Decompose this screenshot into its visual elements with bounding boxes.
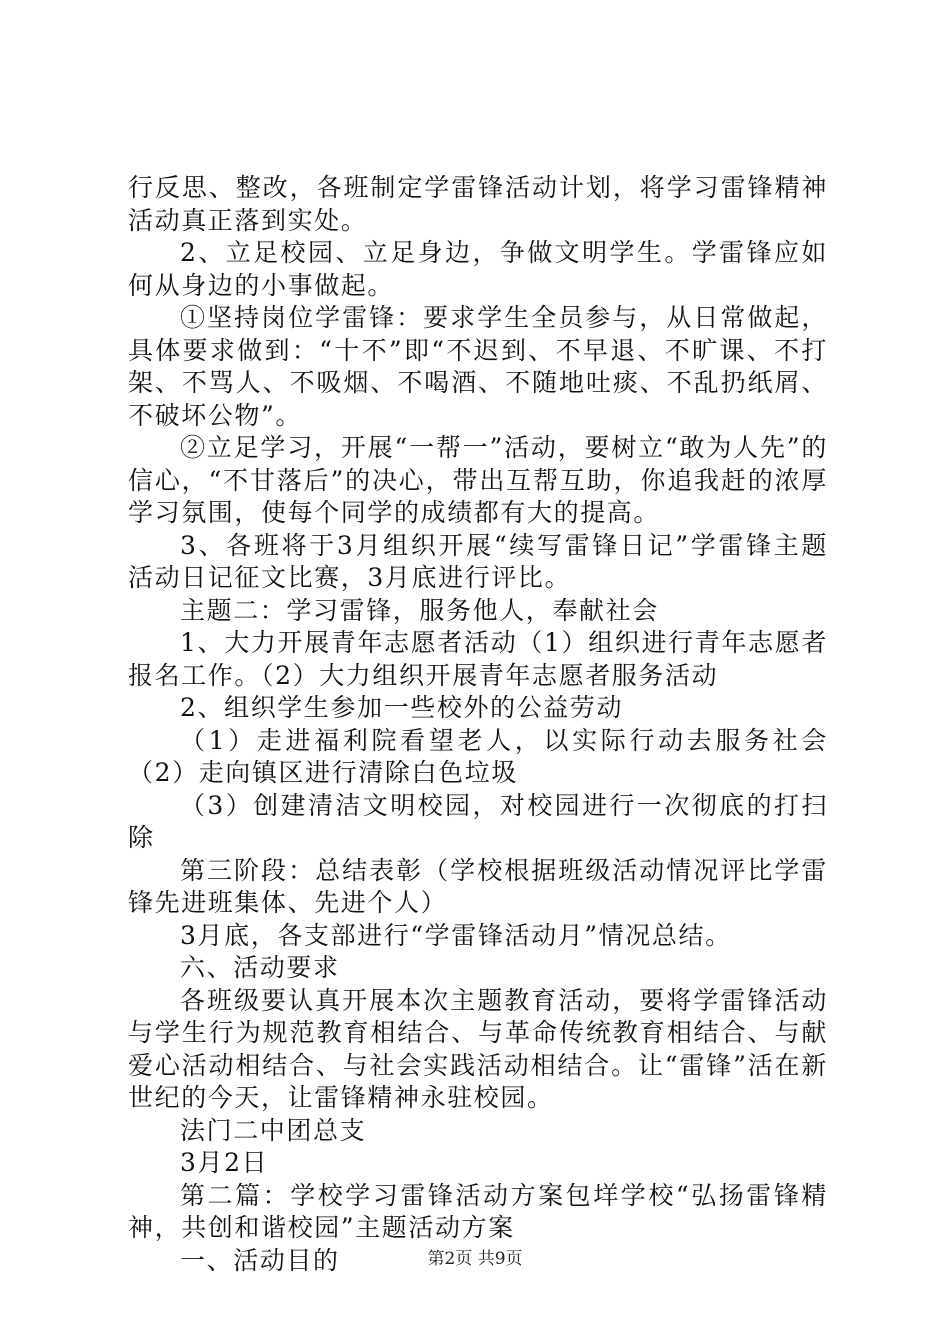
paragraph-item-circle-2: ②立足学习，开展“一帮一”活动，要树立“敢为人先”的信心，“不甘落后”的决心，带出互帮互助，你追我赶的浓厚学习氛围，使每个同学的成绩都有大的提高。 — [128, 433, 828, 527]
paragraph-item-3: 3、各班将于3月组织开展“续写雷锋日记”学雷锋主题活动日记征文比赛，3月底进行评比。 — [128, 530, 828, 592]
paragraph-stage-three: 第三阶段：总结表彰（学校根据班级活动情况评比学雷锋先进班集体、先进个人） — [128, 855, 828, 917]
document-body — [128, 172, 828, 1277]
paragraph-volunteer: 1、大力开展青年志愿者活动（1）组织进行青年志愿者报名工作。（2）大力组织开展青年志愿者服务活动 — [128, 628, 828, 690]
paragraph-public-labor: 2、组织学生参加一些校外的公益劳动 — [180, 693, 624, 722]
paragraph-clean-campus: （3）创建清洁文明校园，对校园进行一次彻底的打扫除 — [128, 790, 828, 852]
paragraph-continuation: 行反思、整改，各班制定学雷锋活动计划，将学习雷锋精神活动真正落到实处。 — [128, 173, 828, 235]
section-heading-purpose: 一、活动目的 — [180, 1245, 340, 1275]
paragraph-item-circle-1: ①坚持岗位学雷锋：要求学生全员参与，从日常做起，具体要求做到：“十不”即“不迟到、不早退、不旷课、不打架、不骂人、不吸烟、不喝酒、不随地吐痰、不乱扔纸屑、不破坏公物”。 — [128, 303, 828, 430]
signature-date: 3月2日 — [180, 1148, 269, 1177]
page-number-footer: 第2页 共9页 — [427, 1249, 523, 1269]
paragraph-summary: 3月底，各支部进行“学雷锋活动月”情况总结。 — [180, 920, 732, 950]
paragraph-requirements: 各班级要认真开展本次主题教育活动，要将学雷锋活动与学生行为规范教育相结合、与革命传统教育相结合、与献爱心活动相结合、与社会实践活动相结合。让“雷锋”活在新世纪的今天，让雷锋精神永驻校园。 — [128, 985, 828, 1112]
paragraph-welfare-visit: （1）走进福利院看望老人，以实际行动去服务社会（2）走向镇区进行清除白色垃圾 — [128, 725, 828, 787]
paragraph-second-article-title: 第二篇：学校学习雷锋活动方案包垟学校“弘扬雷锋精神，共创和谐校园”主题活动方案 — [128, 1180, 828, 1242]
paragraph-theme-two: 主题二：学习雷锋，服务他人，奉献社会 — [180, 595, 659, 625]
signature-organization: 法门二中团总支 — [180, 1115, 367, 1145]
section-heading-requirements: 六、活动要求 — [180, 953, 340, 982]
paragraph-item-2: 2、立足校园、立足身边，争做文明学生。学雷锋应如何从身边的小事做起。 — [128, 238, 828, 300]
